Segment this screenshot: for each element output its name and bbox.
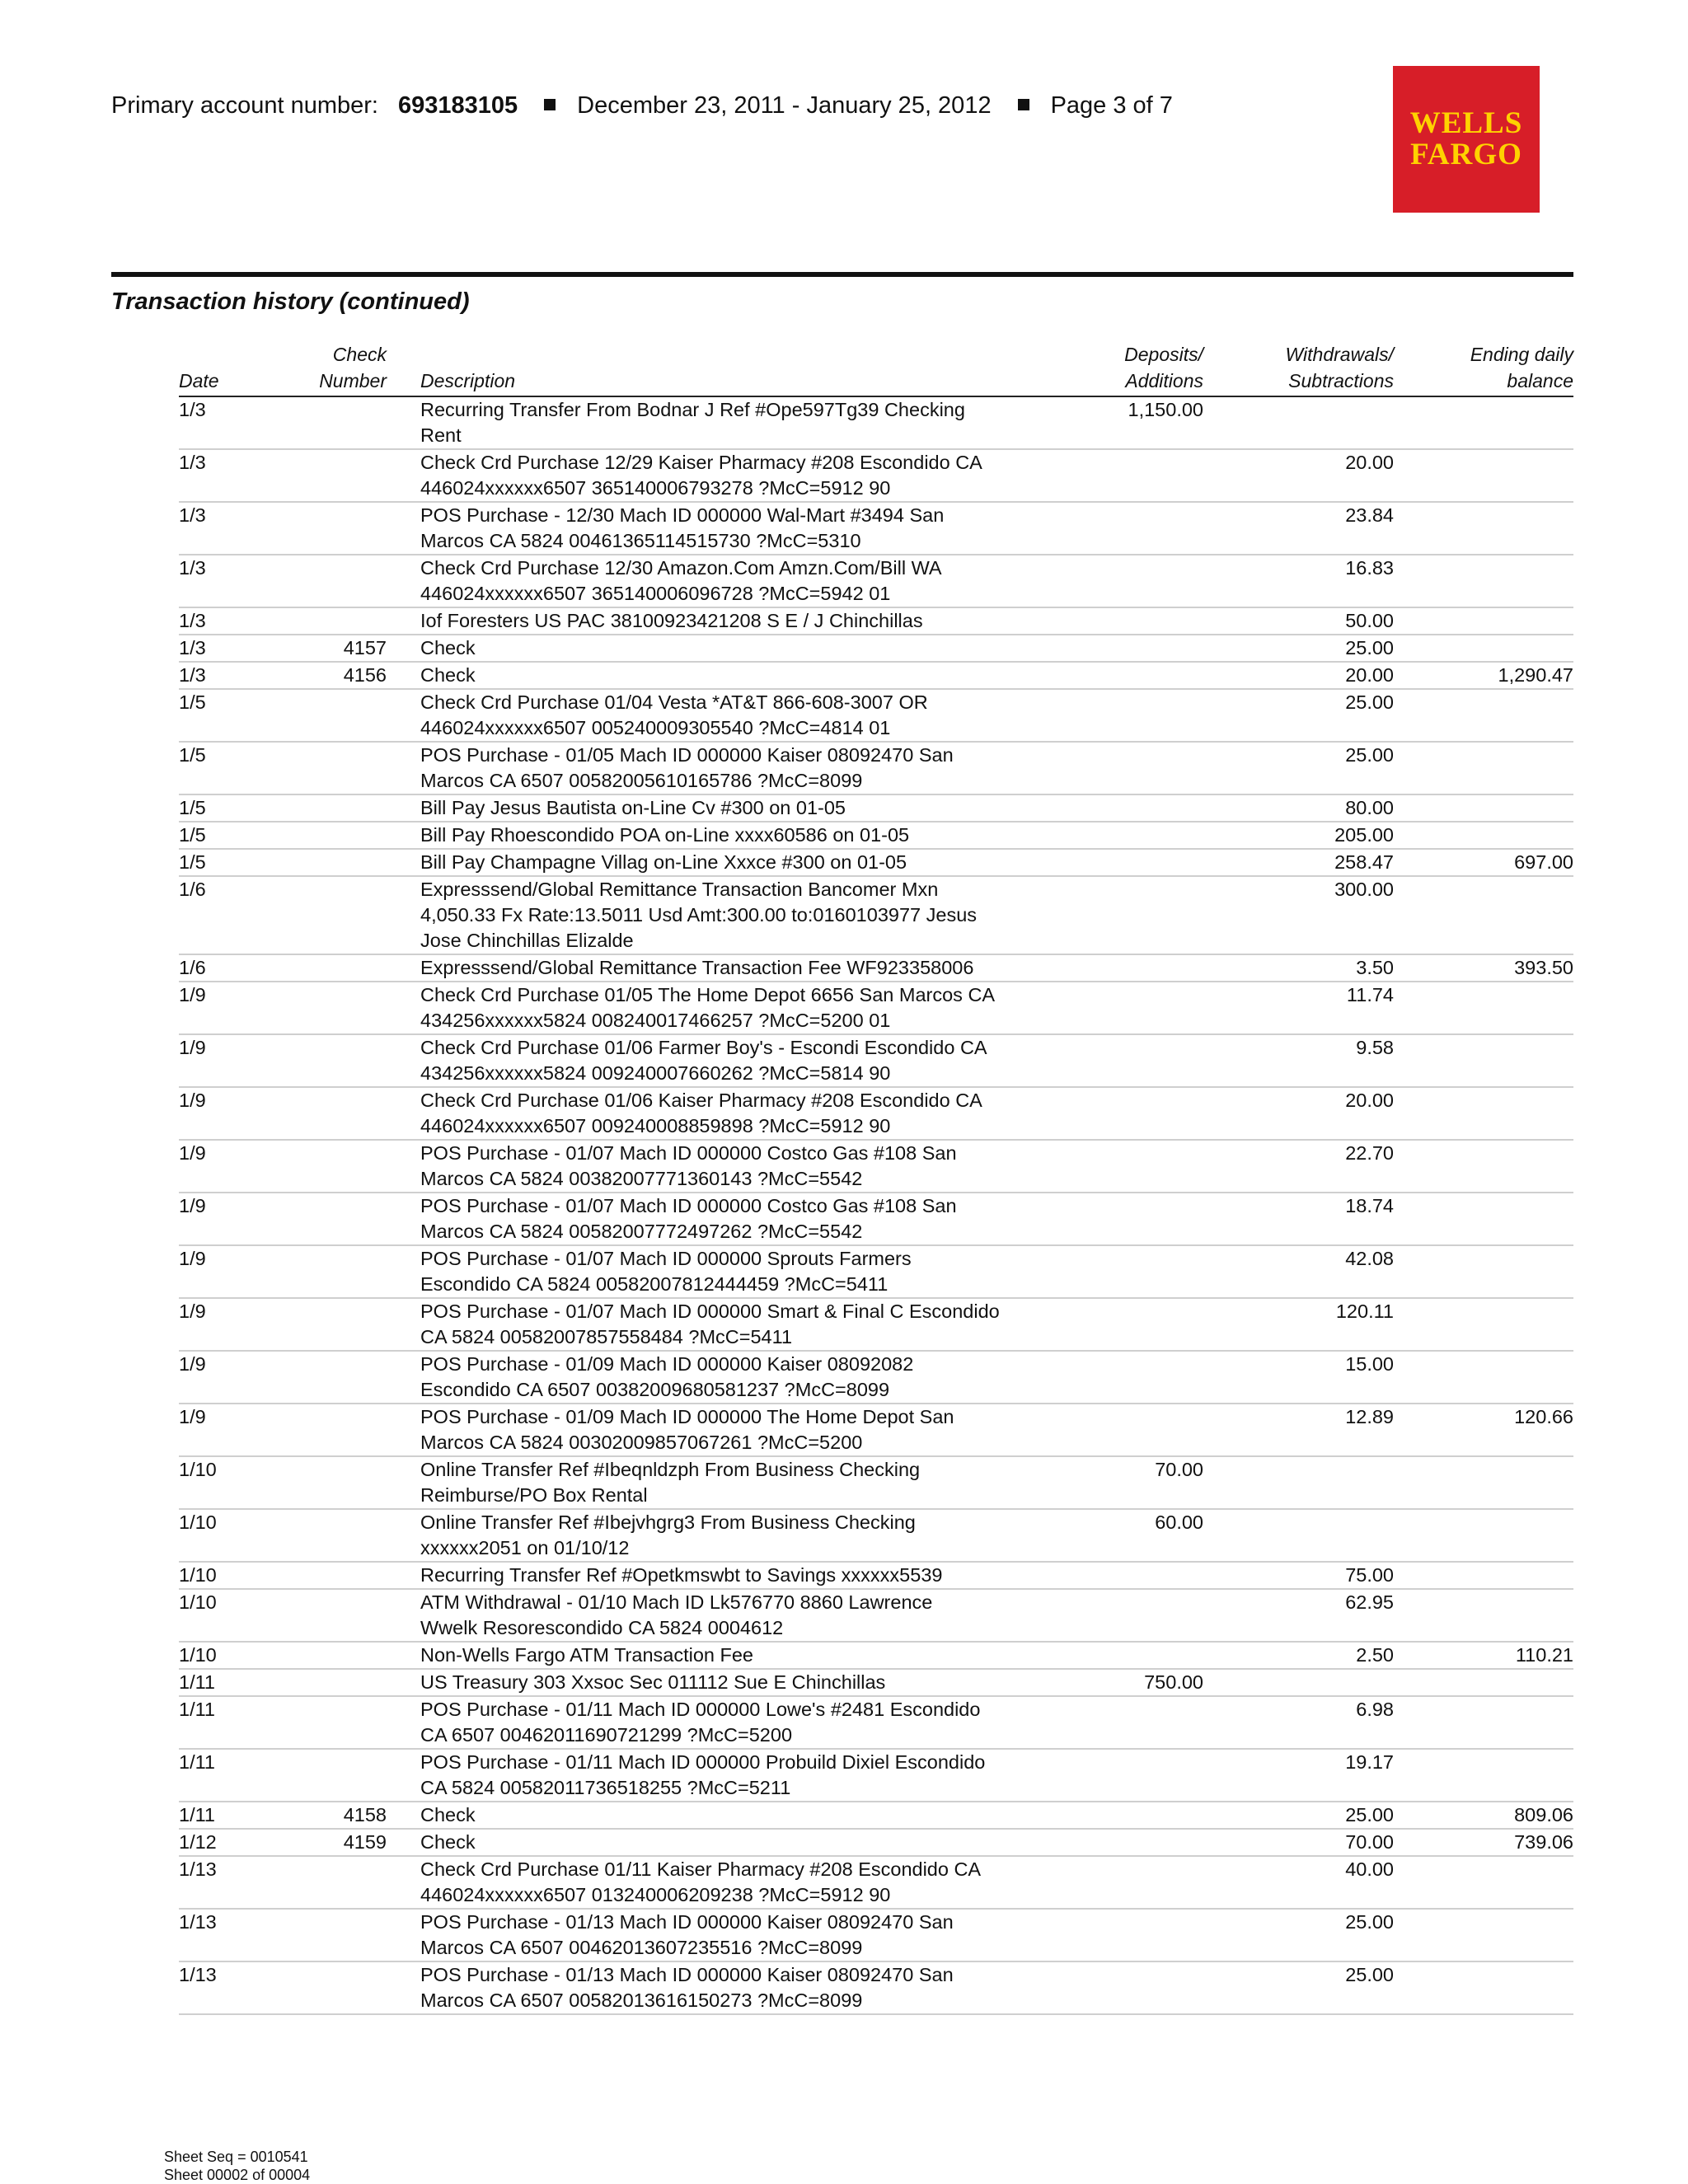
txn-description xyxy=(420,743,1047,794)
txn-description xyxy=(420,1246,1047,1297)
txn-description xyxy=(420,1352,1047,1403)
txn-date: 1/9 xyxy=(179,1090,206,1111)
table-row xyxy=(179,1857,1573,1910)
txn-description-line: Online Transfer Ref #Ibejvhgrg3 From Business Checking xyxy=(420,1511,916,1533)
txn-withdrawal: 50.00 xyxy=(1345,610,1394,631)
txn-date: 1/6 xyxy=(179,957,206,978)
txn-date: 1/5 xyxy=(179,851,206,873)
table-row xyxy=(179,1299,1573,1352)
txn-date: 1/3 xyxy=(179,664,206,686)
txn-description xyxy=(420,850,1047,875)
txn-description xyxy=(420,397,1047,448)
txn-withdrawal: 25.00 xyxy=(1345,1964,1394,1985)
page-number: Page 3 of 7 xyxy=(1050,92,1173,119)
txn-description-line: 446024xxxxxx6507 005240009305540 ?McC=4814 01 xyxy=(420,717,891,738)
txn-description-line: Reimburse/PO Box Rental xyxy=(420,1484,648,1506)
txn-balance: 809.06 xyxy=(1514,1804,1573,1825)
txn-description xyxy=(420,1643,1047,1668)
txn-description-line: Marcos CA 5824 00582007772497262 ?McC=5542 xyxy=(420,1221,863,1242)
txn-description xyxy=(420,1193,1047,1244)
col-description: Description xyxy=(420,370,516,391)
table-row xyxy=(179,450,1573,503)
txn-description-line: Marcos CA 6507 00582005610165786 ?McC=8099 xyxy=(420,770,863,791)
txn-date: 1/10 xyxy=(179,1591,217,1613)
txn-balance: 393.50 xyxy=(1514,957,1573,978)
txn-description-line: 434256xxxxxx5824 009240007660262 ?McC=5814 90 xyxy=(420,1062,891,1084)
txn-date: 1/11 xyxy=(179,1671,215,1693)
table-row xyxy=(179,823,1573,850)
txn-description-line: 446024xxxxxx6507 365140006096728 ?McC=5942 01 xyxy=(420,583,891,604)
txn-withdrawal: 11.74 xyxy=(1346,984,1394,1005)
txn-withdrawal: 20.00 xyxy=(1345,1090,1394,1111)
txn-date: 1/3 xyxy=(179,637,206,658)
txn-description xyxy=(420,955,1047,981)
txn-description xyxy=(420,1590,1047,1641)
txn-withdrawal: 25.00 xyxy=(1345,1804,1394,1825)
txn-description xyxy=(420,503,1047,554)
bullet-square-icon xyxy=(1018,99,1029,110)
txn-description-line: Rent xyxy=(420,424,462,446)
table-row xyxy=(179,1590,1573,1643)
txn-description xyxy=(420,690,1047,741)
txn-date: 1/3 xyxy=(179,504,206,526)
txn-date: 1/9 xyxy=(179,1353,206,1375)
txn-description-line: POS Purchase - 01/11 Mach ID 000000 Lowe's #2481 Escondido xyxy=(420,1699,981,1720)
txn-date: 1/12 xyxy=(179,1831,217,1853)
txn-description-line: Check Crd Purchase 01/06 Farmer Boy's - Escondi Escondido CA xyxy=(420,1037,987,1058)
table-row xyxy=(179,1404,1573,1457)
col-withdrawals-line1: Withdrawals/ xyxy=(1285,344,1394,365)
txn-withdrawal: 19.17 xyxy=(1345,1751,1394,1773)
txn-date: 1/9 xyxy=(179,1406,206,1427)
table-row xyxy=(179,1962,1573,2015)
txn-withdrawal: 40.00 xyxy=(1345,1858,1394,1880)
txn-description-line: US Treasury 303 Xxsoc Sec 011112 Sue E Chinchillas xyxy=(420,1671,886,1693)
txn-description xyxy=(420,1457,1047,1508)
txn-withdrawal: 15.00 xyxy=(1345,1353,1394,1375)
txn-description-line: Bill Pay Champagne Villag on-Line Xxxce #300 on 01-05 xyxy=(420,851,907,873)
txn-description-line: 434256xxxxxx5824 008240017466257 ?McC=5200 01 xyxy=(420,1010,891,1031)
table-row xyxy=(179,1352,1573,1404)
txn-balance: 1,290.47 xyxy=(1498,664,1573,686)
col-balance-line2: balance xyxy=(1507,370,1573,391)
txn-description-line: POS Purchase - 01/07 Mach ID 000000 Sprouts Farmers xyxy=(420,1248,912,1269)
table-row xyxy=(179,1643,1573,1670)
txn-withdrawal: 6.98 xyxy=(1356,1699,1394,1720)
txn-withdrawal: 22.70 xyxy=(1345,1142,1394,1164)
txn-balance: 120.66 xyxy=(1514,1406,1573,1427)
sheet-count: Sheet 00002 of 00004 xyxy=(164,2167,311,2183)
logo-line-1: WELLS xyxy=(1409,106,1523,140)
table-row xyxy=(179,1510,1573,1563)
txn-description-line: Check Crd Purchase 12/30 Amazon.Com Amzn.Com/Bill WA xyxy=(420,557,942,579)
txn-description xyxy=(420,1141,1047,1192)
txn-description-line: CA 5824 00582007857558484 ?McC=5411 xyxy=(420,1326,793,1347)
txn-description-line: Check Crd Purchase 01/04 Vesta *AT&T 866-608-3007 OR xyxy=(420,691,928,713)
txn-description-line: Marcos CA 6507 00582013616150273 ?McC=8099 xyxy=(420,1990,863,2011)
table-row xyxy=(179,1802,1573,1830)
txn-withdrawal: 25.00 xyxy=(1345,744,1394,766)
col-balance-line1: Ending daily xyxy=(1470,344,1573,365)
txn-deposit: 70.00 xyxy=(1155,1459,1203,1480)
txn-date: 1/10 xyxy=(179,1511,217,1533)
txn-description-line: 446024xxxxxx6507 013240006209238 ?McC=5912 90 xyxy=(420,1884,891,1905)
table-row xyxy=(179,955,1573,982)
txn-description xyxy=(420,635,1047,661)
txn-date: 1/13 xyxy=(179,1964,217,1985)
txn-balance: 697.00 xyxy=(1514,851,1573,873)
txn-date: 1/5 xyxy=(179,797,206,818)
table-row xyxy=(179,1697,1573,1750)
txn-description-line: Bill Pay Jesus Bautista on-Line Cv #300 on 01-05 xyxy=(420,797,846,818)
txn-date: 1/10 xyxy=(179,1459,217,1480)
txn-check-number: 4158 xyxy=(343,1804,387,1825)
table-row xyxy=(179,877,1573,955)
txn-description-line: Recurring Transfer From Bodnar J Ref #Ope597Tg39 Checking xyxy=(420,399,965,420)
col-deposits-line2: Additions xyxy=(1125,370,1203,391)
txn-date: 1/3 xyxy=(179,610,206,631)
txn-withdrawal: 75.00 xyxy=(1345,1564,1394,1586)
txn-description-line: Check Crd Purchase 01/05 The Home Depot 6656 San Marcos CA xyxy=(420,984,996,1005)
txn-description-line: POS Purchase - 01/13 Mach ID 000000 Kaiser 08092470 San xyxy=(420,1964,954,1985)
txn-description-line: Escondido CA 5824 00582007812444459 ?McC=5411 xyxy=(420,1273,889,1295)
txn-description-line: Escondido CA 6507 00382009680581237 ?McC=8099 xyxy=(420,1379,890,1400)
txn-date: 1/6 xyxy=(179,879,206,900)
txn-description-line: Check Crd Purchase 01/06 Kaiser Pharmacy #208 Escondido CA xyxy=(420,1090,982,1111)
txn-balance: 110.21 xyxy=(1515,1644,1573,1666)
txn-withdrawal: 12.89 xyxy=(1345,1406,1394,1427)
txn-description-line: Marcos CA 5824 00302009857067261 ?McC=5200 xyxy=(420,1432,863,1453)
txn-description xyxy=(420,1802,1047,1828)
txn-description-line: Marcos CA 5824 00461365114515730 ?McC=5310 xyxy=(420,530,861,551)
txn-description-line: Marcos CA 6507 00462013607235516 ?McC=8099 xyxy=(420,1937,863,1958)
txn-deposit: 1,150.00 xyxy=(1128,399,1203,420)
table-row xyxy=(179,555,1573,608)
txn-date: 1/13 xyxy=(179,1911,217,1933)
txn-date: 1/9 xyxy=(179,1301,206,1322)
txn-withdrawal: 20.00 xyxy=(1345,452,1394,473)
table-row xyxy=(179,1035,1573,1088)
txn-withdrawal: 42.08 xyxy=(1345,1248,1394,1269)
txn-description xyxy=(420,1510,1047,1561)
table-row xyxy=(179,1088,1573,1141)
txn-description-line: CA 5824 00582011736518255 ?McC=5211 xyxy=(420,1777,791,1798)
txn-description xyxy=(420,982,1047,1033)
col-date: Date xyxy=(179,370,219,391)
txn-description xyxy=(420,1910,1047,1961)
txn-description-line: POS Purchase - 01/05 Mach ID 000000 Kaiser 08092470 San xyxy=(420,744,954,766)
txn-description-line: Iof Foresters US PAC 38100923421208 S E / J Chinchillas xyxy=(420,610,923,631)
txn-withdrawal: 80.00 xyxy=(1345,797,1394,818)
col-check-line1: Check xyxy=(332,344,387,365)
txn-description-line: Non-Wells Fargo ATM Transaction Fee xyxy=(420,1644,753,1666)
table-row xyxy=(179,1193,1573,1246)
txn-description xyxy=(420,1962,1047,2013)
txn-check-number: 4157 xyxy=(343,637,387,658)
txn-description-line: Expresssend/Global Remittance Transaction Bancomer Mxn xyxy=(420,879,939,900)
table-row xyxy=(179,690,1573,743)
txn-description-line: Wwelk Resorescondido CA 5824 0004612 xyxy=(420,1617,784,1638)
txn-description xyxy=(420,795,1047,821)
txn-date: 1/9 xyxy=(179,1195,206,1216)
table-row xyxy=(179,1563,1573,1590)
txn-description-line: POS Purchase - 01/09 Mach ID 000000 The Home Depot San xyxy=(420,1406,954,1427)
logo-line-2: FARGO xyxy=(1410,138,1522,171)
txn-date: 1/5 xyxy=(179,691,206,713)
txn-withdrawal: 18.74 xyxy=(1345,1195,1394,1216)
col-withdrawals-line2: Subtractions xyxy=(1288,370,1394,391)
txn-withdrawal: 70.00 xyxy=(1345,1831,1394,1853)
section-title: Transaction history (continued) xyxy=(111,288,470,315)
table-row xyxy=(179,1457,1573,1510)
account-label: Primary account number: xyxy=(111,92,378,119)
txn-balance: 739.06 xyxy=(1514,1831,1573,1853)
txn-date: 1/9 xyxy=(179,1248,206,1269)
table-row xyxy=(179,635,1573,663)
txn-withdrawal: 62.95 xyxy=(1345,1591,1394,1613)
txn-withdrawal: 25.00 xyxy=(1345,691,1394,713)
txn-date: 1/11 xyxy=(179,1751,215,1773)
txn-description xyxy=(420,1404,1047,1455)
txn-description xyxy=(420,1563,1047,1588)
table-row xyxy=(179,608,1573,635)
txn-deposit: 60.00 xyxy=(1155,1511,1203,1533)
txn-description-line: Check Crd Purchase 01/11 Kaiser Pharmacy #208 Escondido CA xyxy=(420,1858,982,1880)
txn-description-line: Bill Pay Rhoescondido POA on-Line xxxx60586 on 01-05 xyxy=(420,824,910,846)
txn-description-line: xxxxxx2051 on 01/10/12 xyxy=(420,1537,630,1558)
txn-description-line: Recurring Transfer Ref #Opetkmswbt to Savings xxxxxx5539 xyxy=(420,1564,943,1586)
txn-description xyxy=(420,555,1047,607)
table-row xyxy=(179,743,1573,795)
txn-withdrawal: 25.00 xyxy=(1345,1911,1394,1933)
txn-description-line: Check xyxy=(420,664,476,686)
txn-description-line: Check xyxy=(420,1804,476,1825)
header-divider xyxy=(111,272,1573,277)
txn-check-number: 4156 xyxy=(343,664,387,686)
txn-description-line: Check xyxy=(420,637,476,658)
txn-description xyxy=(420,663,1047,688)
txn-withdrawal: 2.50 xyxy=(1356,1644,1394,1666)
table-row xyxy=(179,982,1573,1035)
table-row xyxy=(179,503,1573,555)
txn-description-line: Online Transfer Ref #Ibeqnldzph From Business Checking xyxy=(420,1459,921,1480)
table-row xyxy=(179,850,1573,877)
txn-withdrawal: 20.00 xyxy=(1345,664,1394,686)
txn-deposit: 750.00 xyxy=(1144,1671,1203,1693)
txn-withdrawal: 16.83 xyxy=(1345,557,1394,579)
txn-date: 1/5 xyxy=(179,744,206,766)
txn-description xyxy=(420,877,1047,954)
table-header xyxy=(179,340,1573,397)
txn-description-line: POS Purchase - 01/09 Mach ID 000000 Kaiser 08092082 xyxy=(420,1353,914,1375)
table-row xyxy=(179,1246,1573,1299)
table-row xyxy=(179,795,1573,823)
txn-description-line: POS Purchase - 12/30 Mach ID 000000 Wal-Mart #3494 San xyxy=(420,504,945,526)
txn-description xyxy=(420,1670,1047,1695)
txn-description xyxy=(420,1088,1047,1139)
account-number: 693183105 xyxy=(397,92,518,119)
table-row xyxy=(179,1910,1573,1962)
statement-header xyxy=(111,92,1173,120)
txn-withdrawal: 205.00 xyxy=(1334,824,1394,846)
table-row xyxy=(179,1750,1573,1802)
table-row xyxy=(179,1830,1573,1857)
txn-description xyxy=(420,1697,1047,1748)
txn-description-line: Expresssend/Global Remittance Transaction Fee WF923358006 xyxy=(420,957,974,978)
table-row xyxy=(179,663,1573,690)
txn-description-line: 4,050.33 Fx Rate:13.5011 Usd Amt:300.00 to:0160103977 Jesus xyxy=(420,904,978,926)
statement-period: December 23, 2011 - January 25, 2012 xyxy=(577,92,992,119)
sheet-seq: Sheet Seq = 0010541 xyxy=(164,2149,308,2165)
txn-description xyxy=(420,1830,1047,1855)
txn-description-line: Check xyxy=(420,1831,476,1853)
txn-description xyxy=(420,823,1047,848)
col-check-line2: Number xyxy=(319,370,387,391)
transaction-table xyxy=(179,340,1573,2015)
txn-withdrawal: 25.00 xyxy=(1345,637,1394,658)
txn-withdrawal: 300.00 xyxy=(1334,879,1394,900)
txn-description-line: 446024xxxxxx6507 365140006793278 ?McC=5912 90 xyxy=(420,477,891,499)
txn-date: 1/13 xyxy=(179,1858,217,1880)
txn-withdrawal: 23.84 xyxy=(1345,504,1394,526)
txn-description xyxy=(420,1299,1047,1350)
txn-description-line: POS Purchase - 01/13 Mach ID 000000 Kaiser 08092470 San xyxy=(420,1911,954,1933)
table-row xyxy=(179,1141,1573,1193)
txn-description-line: Marcos CA 5824 00382007771360143 ?McC=5542 xyxy=(420,1168,863,1189)
txn-withdrawal: 3.50 xyxy=(1356,957,1394,978)
txn-date: 1/9 xyxy=(179,1037,206,1058)
txn-date: 1/9 xyxy=(179,984,206,1005)
txn-date: 1/3 xyxy=(179,452,206,473)
txn-description xyxy=(420,1750,1047,1801)
txn-description xyxy=(420,1857,1047,1908)
txn-withdrawal: 258.47 xyxy=(1334,851,1394,873)
txn-description-line: Jose Chinchillas Elizalde xyxy=(420,930,634,951)
txn-description-line: ATM Withdrawal - 01/10 Mach ID Lk576770 8860 Lawrence xyxy=(420,1591,933,1613)
txn-withdrawal: 9.58 xyxy=(1356,1037,1394,1058)
txn-date: 1/11 xyxy=(179,1699,215,1720)
txn-description xyxy=(420,608,1047,634)
txn-description-line: 446024xxxxxx6507 009240008859898 ?McC=5912 90 xyxy=(420,1115,891,1137)
txn-date: 1/3 xyxy=(179,557,206,579)
bullet-square-icon xyxy=(544,99,556,110)
wells-fargo-logo xyxy=(1393,66,1540,213)
txn-check-number: 4159 xyxy=(343,1831,387,1853)
table-row xyxy=(179,397,1573,450)
col-deposits-line1: Deposits/ xyxy=(1124,344,1203,365)
txn-description xyxy=(420,1035,1047,1086)
txn-description-line: POS Purchase - 01/07 Mach ID 000000 Smart & Final C Escondido xyxy=(420,1301,1000,1322)
txn-date: 1/9 xyxy=(179,1142,206,1164)
txn-description-line: Check Crd Purchase 12/29 Kaiser Pharmacy #208 Escondido CA xyxy=(420,452,982,473)
table-body xyxy=(179,397,1573,2015)
txn-date: 1/10 xyxy=(179,1644,217,1666)
table-row xyxy=(179,1670,1573,1697)
sheet-footer xyxy=(164,2148,310,2184)
txn-date: 1/11 xyxy=(179,1804,215,1825)
txn-date: 1/10 xyxy=(179,1564,217,1586)
txn-description-line: POS Purchase - 01/07 Mach ID 000000 Costco Gas #108 San xyxy=(420,1142,957,1164)
txn-withdrawal: 120.11 xyxy=(1335,1301,1394,1322)
txn-description-line: CA 6507 00462011690721299 ?McC=5200 xyxy=(420,1724,793,1746)
txn-description-line: POS Purchase - 01/07 Mach ID 000000 Costco Gas #108 San xyxy=(420,1195,957,1216)
txn-date: 1/5 xyxy=(179,824,206,846)
txn-description-line: POS Purchase - 01/11 Mach ID 000000 Probuild Dixiel Escondido xyxy=(420,1751,986,1773)
txn-date: 1/3 xyxy=(179,399,206,420)
txn-description xyxy=(420,450,1047,501)
